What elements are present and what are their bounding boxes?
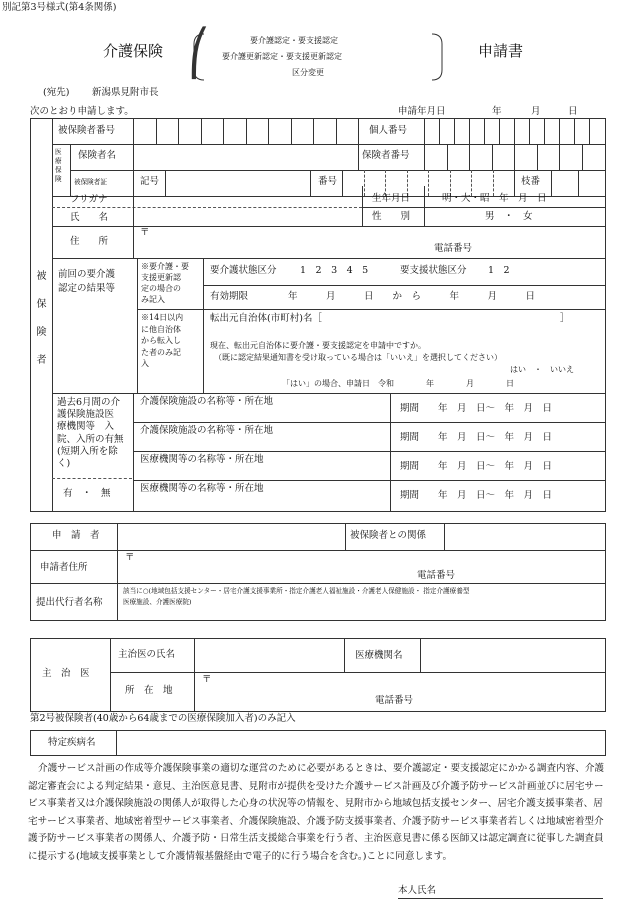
digit-cell-divider	[201, 118, 202, 144]
digit-cell-divider	[499, 118, 500, 144]
facility-row-4-label: 医療機関等の名称等・所在地	[140, 483, 264, 494]
consent-text: 介護サービス計画の作成等介護保険事業の適切な運営のために必要があるときは、要介護認定・要支援認定にかかる調査内容、介護認定審査会による判定結果・意見、主治医意見書、見附市が提供を受けた介護サービス計画及び介護予防サービス計画並びに居宅サービス事業者又は介護保険施設の関係人が取得した心身の状況等の情報を、見附市から地域包括支援センター、居宅介護支援事業者、居宅サービス事業者、地域密着型サービス事業者、介護保険施設、介護予防支援事業者、介護予防サービス事業者若しくは地域密着型介護予防サービス事業者の関係人、介護予防・日常生活支援総合事業を行う者、主治医意見書に係る医師又は認定調査に従事した調査員に提示する(地域支援事業として介護情報基盤経由で電子的に行う場合を含む。)ことに同意します。	[28, 763, 605, 862]
open-bracket-icon	[188, 28, 210, 82]
applicant-postal-mark: 〒	[125, 552, 135, 563]
digit-cell-divider	[544, 118, 545, 144]
title-left: 介護保険	[103, 42, 164, 60]
addressee-prefix: (宛先)	[43, 87, 70, 98]
location-label: 所 在 地	[125, 685, 173, 696]
application-date-label: 申請年月日	[398, 106, 446, 117]
digit-cell-divider	[246, 118, 247, 144]
agent-label: 提出代行者名称	[36, 597, 103, 608]
birth-eras: 明・大・昭 年 月 日	[442, 193, 547, 204]
facility-row-3-period: 期間 年 月 日～ 年 月 日	[400, 461, 553, 472]
furigana-label: フリガナ	[70, 194, 108, 205]
transfer-origin: 転出元自治体(市町村)名［	[210, 313, 322, 324]
institution-label: 医療機関名	[355, 650, 403, 661]
title-option-3: 区分変更	[292, 68, 324, 77]
medical-insurer-name-label: 保険者名	[78, 150, 117, 161]
intro-text: 次のとおり申請します。	[30, 106, 134, 117]
support-level-label: 要支援状態区分	[400, 265, 467, 276]
symbol-label: 記号	[140, 176, 160, 187]
renewal-note: ※要介護・要 支援更新認 定の場合の み記入	[141, 262, 189, 304]
facility-row-4-period: 期間 年 月 日～ 年 月 日	[400, 490, 553, 501]
digit-cell-divider	[514, 118, 515, 144]
care-levels: 1 2 3 4 5	[300, 265, 369, 276]
branch-label: 枝番	[521, 176, 541, 187]
number-label: 番号	[318, 176, 338, 187]
medical-label: 医療保険	[55, 148, 62, 183]
digit-cell-divider	[336, 118, 337, 144]
digit-cell-divider	[428, 170, 429, 196]
agent-note-2: 医療施設、介護医療院)	[123, 598, 192, 606]
facility-row-2-period: 期間 年 月 日～ 年 月 日	[400, 432, 553, 443]
transfer-note: ※14日以内 に他自治体 から転入し た者のみ記 入	[141, 313, 184, 368]
addressee: 新潟県見附市長	[92, 87, 159, 98]
doctor-section	[30, 638, 606, 712]
gender-label: 性 別	[372, 211, 411, 222]
digit-cell-divider	[484, 118, 485, 144]
phone-label: 電話番号	[434, 243, 473, 254]
digit-cell-divider	[439, 118, 440, 144]
validity-value: 年 月 日 か ら 年 月 日	[288, 291, 536, 302]
digit-cell-divider	[492, 144, 493, 170]
digit-cell-divider	[559, 118, 560, 144]
applicant-phone-label: 電話番号	[417, 570, 456, 581]
doctor-phone-label: 電話番号	[375, 695, 414, 706]
digit-cell-divider	[574, 118, 575, 144]
medical-card-label: 被保険者証	[74, 178, 107, 186]
digit-cell-divider	[178, 118, 179, 144]
facility-row-1-period: 期間 年 月 日～ 年 月 日	[400, 403, 553, 414]
second-insured-note: 第2号被保険者(40歳から64歳までの医療保険加入者)のみ記入	[30, 713, 296, 724]
address-label: 住 所	[70, 236, 109, 247]
name-label: 氏 名	[70, 212, 109, 223]
previous-label-2: 認定の結果等	[58, 283, 116, 294]
transfer-close: ］	[560, 313, 570, 324]
medical-insurer-number-label: 保険者番号	[362, 150, 410, 161]
validity-label: 有効期限	[210, 291, 249, 302]
application-year: 年	[492, 106, 502, 117]
title-option-2: 要介護更新認定・要支援更新認定	[222, 52, 342, 61]
insured-number-label: 被保険者番号	[58, 125, 116, 136]
transfer-question: 現在、転出元自治体に要介護・要支援認定を申請中ですか。	[210, 341, 426, 350]
disease-label: 特定疾病名	[48, 737, 96, 748]
doctor-name-label: 主治医の氏名	[118, 649, 176, 660]
applicant-name-label: 申 請 者	[52, 530, 100, 541]
personal-number-label: 個人番号	[369, 125, 408, 136]
digit-cell-divider	[469, 144, 470, 170]
close-bracket-icon	[426, 32, 446, 82]
digit-cell-divider	[364, 170, 365, 196]
digit-cell-divider	[529, 118, 530, 144]
postal-mark: 〒	[140, 227, 150, 238]
facility-row-2-label: 介護保険施設の名称等・所在地	[140, 425, 274, 436]
digit-cell-divider	[447, 144, 448, 170]
applicant-address-label: 申請者住所	[40, 562, 88, 573]
digit-cell-divider	[582, 144, 583, 170]
transfer-question-2: （既に認定結果通知書を受け取っている場合は「いいえ」を選択してください）	[214, 353, 502, 362]
form-id: 別記第3号様式(第4条関係)	[2, 2, 117, 13]
signature-label: 本人氏名	[398, 885, 437, 896]
facilities-label: 過去6月間の介 護保険施設医 療機関等 入 院、入所の有無 (短期入所を除 く)	[57, 397, 124, 470]
facility-row-1-label: 介護保険施設の名称等・所在地	[140, 396, 274, 407]
digit-cell-divider	[469, 118, 470, 144]
previous-label-1: 前回の要介護	[58, 269, 116, 280]
insured-side-label: 被保険者	[34, 270, 45, 382]
digit-cell-divider	[156, 118, 157, 144]
doctor-label: 主 治 医	[42, 668, 90, 679]
doctor-postal-mark: 〒	[202, 674, 212, 685]
digit-cell-divider	[589, 118, 590, 144]
digit-cell-divider	[291, 118, 292, 144]
digit-cell-divider	[268, 118, 269, 144]
support-levels: 1 2	[488, 265, 510, 276]
digit-cell-divider	[223, 118, 224, 144]
facility-row-3-label: 医療機関等の名称等・所在地	[140, 454, 264, 465]
gender-options: 男 ・ 女	[485, 211, 533, 222]
yes-no-options: はい ・ いいえ	[510, 365, 574, 374]
digit-cell-divider	[454, 118, 455, 144]
application-day: 日	[568, 106, 578, 117]
digit-cell-divider	[537, 144, 538, 170]
presence-options: 有 ・ 無	[63, 488, 111, 499]
left-bracket: ⎛	[188, 28, 210, 79]
birth-label: 生年月日	[372, 193, 411, 204]
digit-cell-divider	[313, 118, 314, 144]
digit-cell-divider	[514, 144, 515, 170]
agent-note-1: 該当に○(地域包括支援センター・居宅介護支援事業所・指定介護老人福祉施設・介護老人保健施設・ 指定介護療養型	[123, 587, 470, 595]
title-right: 申請書	[478, 42, 524, 60]
application-month: 月	[531, 106, 541, 117]
title-option-1: 要介護認定・要支援認定	[250, 36, 338, 45]
care-level-label: 要介護状態区分	[210, 265, 277, 276]
if-yes-date: 「はい」の場合、申請日 令和 年 月 日	[282, 379, 514, 388]
digit-cell-divider	[559, 144, 560, 170]
relation-label: 被保険者との関係	[350, 530, 427, 541]
